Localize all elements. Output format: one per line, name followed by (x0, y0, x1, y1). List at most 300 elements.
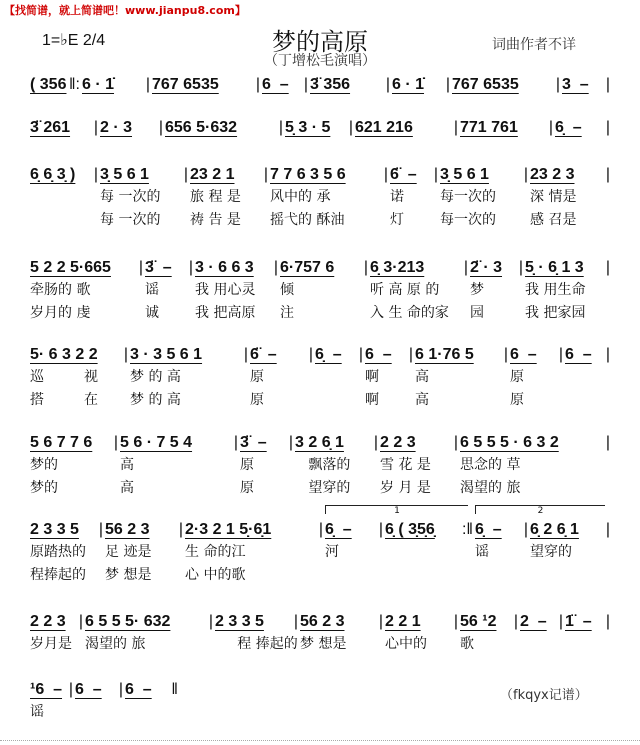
lyric-text: 岁月的 虔 (30, 305, 91, 321)
transcriber-credit: （fkqyx记谱） (500, 688, 588, 703)
note-group: 5̣ 3 · 5 (285, 119, 331, 136)
note-group: 5 6 · 7 5 4 (120, 434, 193, 451)
lyric-text: 飘落的 (295, 457, 351, 473)
bar-line: | (358, 346, 363, 363)
bar-line: | (68, 681, 73, 698)
bar-line: | (558, 346, 563, 363)
note-group: 3 · 3 5 6 1 (130, 346, 203, 363)
measure (285, 117, 355, 139)
measure (82, 74, 152, 96)
volta-bracket: 1 (325, 505, 468, 514)
lyric-text: 原踏热的 (30, 544, 86, 560)
lyric-text: 诺 (390, 189, 404, 205)
measure-notes (415, 344, 510, 366)
measure (300, 611, 385, 656)
note-group: 2 3 3 5 (30, 521, 79, 538)
measure (530, 164, 612, 232)
measure-notes (460, 611, 520, 633)
measure-notes (125, 679, 180, 701)
lyric-text: 啊 (365, 369, 379, 385)
bar-line: | (308, 346, 313, 363)
lyric-text: 巡 视 (30, 369, 99, 385)
site-banner: 【找简谱，就上简谱吧！www.jianpu8.com】 (4, 4, 246, 17)
note-group: 5 6 7 7 6 (30, 434, 93, 451)
measure (30, 432, 120, 500)
measure (30, 519, 105, 587)
note-group: 2 2 3 (30, 613, 66, 630)
bar-line: ‖ (171, 681, 178, 698)
measure-notes (100, 164, 190, 186)
measure-notes (165, 117, 285, 139)
note-group: 6 5 5 5· 632 (85, 613, 171, 630)
measure-notes (30, 257, 145, 279)
measure-notes (82, 74, 152, 96)
lyric-text: 望穿的 (530, 544, 572, 560)
measure (145, 257, 195, 325)
bar-line: | (243, 346, 248, 363)
bar-line: | (288, 434, 293, 451)
measure (270, 164, 390, 232)
bar-line: | (113, 434, 118, 451)
measure-notes (530, 519, 612, 541)
bar-line: | (605, 259, 610, 276)
bar-line: | (605, 346, 610, 363)
measure (475, 519, 530, 587)
note-group: 2 2 1 (385, 613, 421, 630)
lyric-text: 每一次的 (440, 189, 496, 205)
bar-line: | (445, 76, 450, 93)
measure (460, 432, 612, 500)
note-group: 3̈ 261 (30, 119, 71, 136)
lyric-text: 原 (510, 392, 524, 408)
composer: 词曲作者不详 (492, 37, 576, 53)
note-group: 6 – (510, 346, 537, 363)
measure (30, 679, 75, 724)
bar-line: | (385, 76, 390, 93)
measure (125, 679, 180, 724)
note-group: 767 6535 (452, 76, 519, 93)
lyric-text: 我 把家园 (525, 305, 586, 321)
lyric-text: 园 (470, 305, 484, 321)
measure-notes (295, 432, 380, 454)
lyric-text (325, 564, 385, 587)
bar-line: | (93, 166, 98, 183)
bar-line: | (178, 521, 183, 538)
lyric-text (30, 186, 100, 209)
measure-notes (520, 611, 565, 633)
lyric-text: 啊 (365, 392, 379, 408)
measure-notes (270, 164, 390, 186)
measure (365, 344, 415, 412)
note-group: 23 2 1 (190, 166, 235, 183)
measure-notes (460, 432, 612, 454)
measure (165, 117, 285, 139)
lyric-text (520, 633, 565, 656)
lyric-text: 雪 花 是 (380, 457, 431, 473)
measure (355, 117, 460, 139)
lyric-text: 入 生 命的家 (370, 305, 449, 321)
lyric-text: 心 中的歌 (185, 567, 246, 583)
lyric-text: 高 (120, 480, 134, 496)
measure (440, 164, 530, 232)
measure-notes (385, 519, 475, 541)
lyric-text: 牵肠的 歌 (30, 282, 91, 298)
measure-notes (392, 74, 452, 96)
lyric-text: 原 (510, 369, 524, 385)
note-group: 56 ¹2 (460, 613, 497, 630)
measure-notes (85, 611, 215, 633)
bar-line: | (303, 76, 308, 93)
lyric-text: 原 (240, 480, 254, 496)
measure-notes (30, 519, 105, 541)
bar-line: | (145, 76, 150, 93)
measure (460, 117, 555, 139)
measure (525, 257, 612, 325)
measure (120, 432, 240, 500)
lyric-text: 梦 的 高 (130, 369, 181, 385)
lyric-text: 生 命的江 (185, 544, 246, 560)
measure-notes (285, 117, 355, 139)
measure (30, 344, 130, 412)
note-group: 2·3 2 1 5̣·6̣1 (185, 521, 272, 538)
volta-bracket: 2 (475, 505, 605, 514)
measure-notes (470, 257, 525, 279)
measure (510, 344, 565, 412)
note-group: 771 761 (460, 119, 518, 136)
bar-line: | (548, 119, 553, 136)
bar-line: | (408, 346, 413, 363)
measure-notes (355, 117, 460, 139)
measure (262, 74, 310, 96)
measure-notes (325, 519, 385, 541)
note-group: 3 2 6̣ 1 (295, 434, 344, 451)
measure (385, 519, 475, 587)
bar-line: | (208, 613, 213, 630)
note-group: 1̈ – (565, 613, 592, 630)
bar-line: | (93, 119, 98, 136)
measure (562, 74, 612, 96)
note-group: 23 2 3 (530, 166, 575, 183)
measure (380, 432, 460, 500)
bar-line: | (605, 119, 610, 136)
measure (315, 344, 365, 412)
note-group: 6 · 1̇ (392, 76, 425, 93)
lyric-text: 灯 (390, 212, 404, 228)
bar-line: :‖ (461, 521, 473, 538)
measure-notes (460, 117, 555, 139)
lyric-text: 思念的 草 (460, 457, 521, 473)
note-group: 3 – (562, 76, 589, 93)
bar-line: | (78, 613, 83, 630)
measure (530, 519, 612, 587)
bar-line: ‖: (68, 76, 80, 93)
lyric-text: 望穿的 (295, 480, 351, 496)
note-group: 2 · 3 (100, 119, 133, 136)
bar-line: | (605, 613, 610, 630)
bar-line: | (513, 613, 518, 630)
bar-line: | (383, 166, 388, 183)
note-group: ( 356 (30, 76, 67, 93)
bar-line: | (463, 259, 468, 276)
note-group: 6̣ – (475, 521, 502, 538)
lyric-text (385, 564, 475, 587)
measure (75, 679, 125, 724)
bar-line: | (273, 259, 278, 276)
singer: （丁增松毛演唱） (264, 53, 376, 69)
note-group: 6̈ – (250, 346, 277, 363)
note-group: 6̈ – (390, 166, 417, 183)
lyric-text: 每 一次的 (100, 212, 161, 228)
note-group: 6 – (125, 681, 152, 698)
measure-notes (130, 344, 250, 366)
note-group: 3̣ 5 6 1 (100, 166, 149, 183)
lyric-text: 我 用生命 (525, 282, 586, 298)
measure (100, 164, 190, 232)
note-group: 3̣ 5 6 1 (440, 166, 489, 183)
bar-line: | (555, 76, 560, 93)
bar-line: | (138, 259, 143, 276)
bar-line: | (518, 259, 523, 276)
bar-line: | (373, 434, 378, 451)
bar-line: | (263, 166, 268, 183)
lyric-text (565, 633, 612, 656)
measure (390, 164, 440, 232)
lyric-text: 注 (280, 305, 294, 321)
measure (195, 257, 280, 325)
bar-line: | (255, 76, 260, 93)
measure (280, 257, 370, 325)
measure-notes (185, 519, 325, 541)
measure-notes (30, 679, 75, 701)
measure-notes (250, 344, 315, 366)
bar-line: | (233, 434, 238, 451)
lyric-text (315, 389, 365, 412)
bar-line: | (278, 119, 283, 136)
measure (565, 344, 612, 412)
note-group: 767 6535 (152, 76, 219, 93)
bar-line: | (558, 613, 563, 630)
bar-line: | (158, 119, 163, 136)
lyric-text (565, 389, 612, 412)
bar-line: | (523, 521, 528, 538)
measure-notes (525, 257, 612, 279)
bar-line: | (378, 521, 383, 538)
note-group: 6 5 5 5 · 6 3 2 (460, 434, 559, 451)
note-group: 2 – (520, 613, 547, 630)
lyric-text: 梦 想是 (300, 636, 347, 652)
measure-notes (145, 257, 195, 279)
bar-line: | (453, 613, 458, 630)
lyric-text (30, 209, 100, 232)
lyric-text: 渴望的 旅 (460, 480, 521, 496)
bar-line: | (123, 346, 128, 363)
bar-line: | (433, 166, 438, 183)
note-group: 6̣ 6̣ 3̣ ) (30, 166, 76, 183)
measure-notes (30, 117, 100, 139)
note-group: 5 2 2 5·665 (30, 259, 111, 276)
measure (215, 611, 300, 656)
note-group: 621 216 (355, 119, 413, 136)
lyric-text: 深 情是 (530, 189, 577, 205)
bar-line: | (293, 613, 298, 630)
measure (100, 117, 165, 139)
measure (392, 74, 452, 96)
note-group: 6̣ 3·213 (370, 259, 425, 276)
lyric-text: 高 (120, 457, 134, 473)
lyric-text: 梦 (470, 282, 484, 298)
lyric-text: 梦 想是 (105, 567, 152, 583)
measure (325, 519, 385, 587)
lyric-text: 感 召是 (530, 212, 577, 228)
measure-notes (440, 164, 530, 186)
lyric-text: 谣 (30, 704, 44, 720)
measure-notes (565, 611, 612, 633)
bar-line: | (453, 434, 458, 451)
measure (105, 519, 185, 587)
measure-notes (75, 679, 125, 701)
measure-notes (240, 432, 295, 454)
measure-notes (120, 432, 240, 454)
lyric-text: 原 (240, 457, 254, 473)
measure-notes (30, 164, 100, 186)
measure (190, 164, 270, 232)
lyric-text: 原 (250, 392, 264, 408)
measure-notes (105, 519, 185, 541)
lyric-text: 程捧起的 (30, 567, 86, 583)
measure-notes (195, 257, 280, 279)
lyric-text: 渴望的 旅 (85, 636, 146, 652)
note-group: 56 2 3 (105, 521, 150, 538)
lyric-text: 谣 (145, 282, 159, 298)
measure-notes (100, 117, 165, 139)
measure (370, 257, 470, 325)
note-group: 6 – (565, 346, 592, 363)
measure-notes (562, 74, 612, 96)
lyric-text (125, 701, 180, 724)
measure-notes (30, 74, 82, 96)
measure-notes (475, 519, 530, 541)
measure (30, 74, 82, 96)
lyric-text (530, 564, 612, 587)
measure-notes (30, 611, 85, 633)
lyric-text: 我 把高原 (195, 305, 256, 321)
bar-line: | (605, 166, 610, 183)
note-group: 5· 6 3 2 2 (30, 346, 98, 363)
lyric-text: 风中的 承 (270, 189, 331, 205)
measure (185, 519, 325, 587)
measure-notes (280, 257, 370, 279)
note-group: 6 · 1̇ (82, 76, 115, 93)
measure-notes (262, 74, 310, 96)
lyric-text: 每一次的 (440, 212, 496, 228)
divider (0, 740, 640, 741)
measure-notes (215, 611, 300, 633)
measure (460, 611, 520, 656)
measure-notes (152, 74, 262, 96)
measure (240, 432, 295, 500)
note-group: 3̈ 356 (310, 76, 351, 93)
lyric-text: 歌 (460, 636, 474, 652)
lyric-text: 河 (325, 544, 339, 560)
note-group: 3 · 6 6 3 (195, 259, 254, 276)
measure (30, 257, 145, 325)
measure-notes (315, 344, 365, 366)
lyric-text: 听 高 原 的 (370, 282, 440, 298)
lyric-text: 我 用心灵 (195, 282, 256, 298)
note-group: 6 – (75, 681, 102, 698)
note-group: 6̣ ( 3̣5̣6̣ (385, 521, 435, 538)
measure (452, 74, 562, 96)
bar-line: | (348, 119, 353, 136)
lyric-text: 程 捧起的 (215, 636, 298, 652)
lyric-text (565, 366, 612, 389)
bar-line: | (118, 681, 123, 698)
note-group: 7 7 6 3 5 6 (270, 166, 346, 183)
measure-notes (300, 611, 385, 633)
note-group: 3̈ – (145, 259, 172, 276)
measure (310, 74, 392, 96)
measure (30, 611, 85, 656)
note-group: 6̣ – (325, 521, 352, 538)
lyric-text: 倾 (280, 282, 294, 298)
note-group: ¹6 – (30, 681, 63, 698)
lyric-text: 旅 程 是 (190, 189, 241, 205)
bar-line: | (605, 521, 610, 538)
measure-notes (565, 344, 612, 366)
key-signature: 1=♭E 2/4 (42, 32, 106, 49)
measure (470, 257, 525, 325)
lyric-text: 足 迹是 (105, 544, 152, 560)
measure-notes (530, 164, 612, 186)
lyric-text: 高 (415, 369, 429, 385)
note-group: 5̣ · 6̣ 1 3 (525, 259, 584, 276)
lyric-text: 诚 (145, 305, 159, 321)
lyric-text: 梦的 (30, 457, 58, 473)
bar-line: | (363, 259, 368, 276)
measure-notes (310, 74, 392, 96)
lyric-text (475, 564, 530, 587)
note-group: 6 – (365, 346, 392, 363)
bar-line: | (605, 76, 610, 93)
measure-notes (510, 344, 565, 366)
measure (152, 74, 262, 96)
note-group: 2 2 3 (380, 434, 416, 451)
lyric-text: 每 一次的 (100, 189, 161, 205)
bar-line: | (523, 166, 528, 183)
lyric-text: 心中的 (385, 636, 427, 652)
note-group: 6̣ 2 6̣ 1 (530, 521, 579, 538)
lyric-text: 梦 的 高 (130, 392, 181, 408)
measure (555, 117, 612, 139)
lyric-text: 梦的 (30, 480, 58, 496)
bar-line: | (378, 613, 383, 630)
lyric-text: 岁 月 是 (380, 480, 431, 496)
measure (30, 164, 100, 232)
note-group: 56 2 3 (300, 613, 345, 630)
measure (295, 432, 380, 500)
measure (520, 611, 565, 656)
lyric-text (75, 701, 125, 724)
measure (130, 344, 250, 412)
song-title: 梦的高原 (272, 28, 368, 56)
measure (565, 611, 612, 656)
measure-notes (380, 432, 460, 454)
note-group: 6 – (262, 76, 289, 93)
measure-notes (385, 611, 460, 633)
bar-line: | (453, 119, 458, 136)
bar-line: | (98, 521, 103, 538)
lyric-text: 原 (250, 369, 264, 385)
